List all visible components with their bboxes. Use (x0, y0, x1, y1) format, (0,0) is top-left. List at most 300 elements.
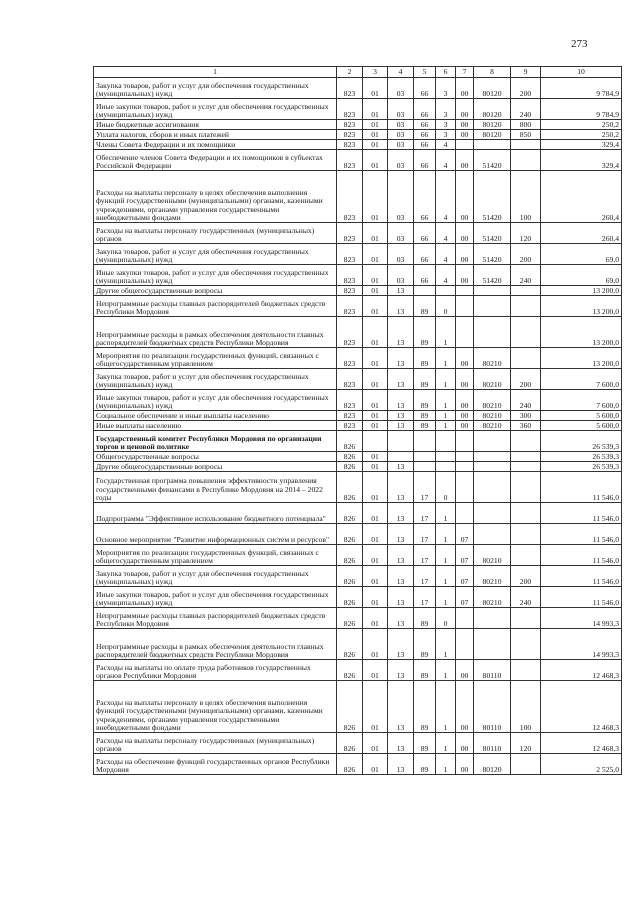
subprogram-code-cell: 1 (436, 681, 456, 733)
subsection-code-cell: 03 (388, 78, 414, 99)
table-row (94, 130, 622, 140)
expense-type-cell (511, 660, 541, 681)
item-name-cell: Государственный комитет Республики Мордовия по организации торгов и ценовой политике (94, 431, 337, 452)
section-code-cell: 01 (363, 462, 388, 472)
section-code-cell: 01 (363, 566, 388, 587)
program-code-cell: 17 (414, 566, 436, 587)
ministry-code-cell: 826 (337, 431, 363, 452)
direction-code-cell (474, 608, 511, 629)
subsection-code-cell (388, 431, 414, 452)
page-number: 273 (571, 38, 588, 50)
table-row (94, 171, 622, 223)
measure-code-cell: 00 (456, 369, 474, 390)
ministry-code-cell: 826 (337, 629, 363, 660)
subprogram-code-cell: 1 (436, 754, 456, 775)
item-name-cell: Мероприятия по реализации государственных функций, связанных с общегосударственным управлением (94, 348, 337, 369)
subsection-code-cell: 03 (388, 140, 414, 150)
direction-code-cell (474, 629, 511, 660)
direction-code-cell: 51420 (474, 244, 511, 265)
ministry-code-cell: 823 (337, 369, 363, 390)
subsection-code-cell: 03 (388, 99, 414, 120)
expense-type-cell (511, 462, 541, 472)
expense-type-cell: 100 (511, 171, 541, 223)
table-row (94, 503, 622, 524)
program-code-cell: 89 (414, 733, 436, 754)
subsection-code-cell: 13 (388, 286, 414, 296)
item-name-cell: Иные бюджетные ассигнования (94, 120, 337, 130)
budget-table (93, 66, 622, 775)
program-code-cell (414, 462, 436, 472)
table-row (94, 317, 622, 348)
subprogram-code-cell (436, 286, 456, 296)
program-code-cell: 66 (414, 130, 436, 140)
section-code-cell: 01 (363, 524, 388, 545)
subprogram-code-cell: 0 (436, 296, 456, 317)
direction-code-cell (474, 431, 511, 452)
direction-code-cell: 80210 (474, 421, 511, 431)
header-cell: 3 (363, 67, 388, 78)
program-code-cell: 66 (414, 265, 436, 286)
amount-cell: 12 468,3 (541, 681, 622, 733)
section-code-cell: 01 (363, 421, 388, 431)
direction-code-cell (474, 524, 511, 545)
section-code-cell: 01 (363, 503, 388, 524)
table-body (94, 78, 622, 775)
table-row (94, 462, 622, 472)
amount-cell: 329,4 (541, 150, 622, 171)
measure-code-cell (456, 452, 474, 462)
direction-code-cell: 80210 (474, 369, 511, 390)
direction-code-cell: 80120 (474, 754, 511, 775)
measure-code-cell (456, 140, 474, 150)
program-code-cell (414, 452, 436, 462)
ministry-code-cell: 826 (337, 733, 363, 754)
measure-code-cell: 00 (456, 265, 474, 286)
direction-code-cell (474, 140, 511, 150)
header-cell: 10 (541, 67, 622, 78)
item-name-cell: Расходы на выплаты по оплате труда работников государственных органов Республики Мордовия (94, 660, 337, 681)
amount-cell: 11 546,0 (541, 472, 622, 503)
measure-code-cell (456, 629, 474, 660)
amount-cell: 13 200,0 (541, 296, 622, 317)
section-code-cell: 01 (363, 265, 388, 286)
measure-code-cell: 00 (456, 171, 474, 223)
section-code-cell: 01 (363, 452, 388, 462)
measure-code-cell: 00 (456, 150, 474, 171)
table-row (94, 78, 622, 99)
table-row (94, 140, 622, 150)
amount-cell: 26 539,3 (541, 462, 622, 472)
direction-code-cell: 51420 (474, 265, 511, 286)
amount-cell: 11 546,0 (541, 566, 622, 587)
section-code-cell: 01 (363, 171, 388, 223)
amount-cell: 11 546,0 (541, 524, 622, 545)
item-name-cell: Иные выплаты населению (94, 421, 337, 431)
item-name-cell: Закупка товаров, работ и услуг для обеспечения государственных (муниципальных) нужд (94, 566, 337, 587)
program-code-cell: 89 (414, 754, 436, 775)
measure-code-cell: 07 (456, 587, 474, 608)
measure-code-cell: 00 (456, 754, 474, 775)
section-code-cell: 01 (363, 78, 388, 99)
table-row (94, 660, 622, 681)
item-name-cell: Закупка товаров, работ и услуг для обеспечения государственных (муниципальных) нужд (94, 78, 337, 99)
program-code-cell: 89 (414, 629, 436, 660)
direction-code-cell: 80210 (474, 348, 511, 369)
subsection-code-cell: 03 (388, 223, 414, 244)
subsection-code-cell: 13 (388, 524, 414, 545)
item-name-cell: Другие общегосударственные вопросы (94, 462, 337, 472)
direction-code-cell: 80120 (474, 130, 511, 140)
measure-code-cell: 00 (456, 348, 474, 369)
measure-code-cell: 00 (456, 421, 474, 431)
program-code-cell (414, 431, 436, 452)
expense-type-cell (511, 629, 541, 660)
item-name-cell: Основное мероприятие "Развитие информационных систем и ресурсов" (94, 524, 337, 545)
subprogram-code-cell: 0 (436, 472, 456, 503)
ministry-code-cell: 823 (337, 244, 363, 265)
expense-type-cell (511, 545, 541, 566)
program-code-cell: 66 (414, 78, 436, 99)
table-row (94, 754, 622, 775)
ministry-code-cell: 823 (337, 171, 363, 223)
section-code-cell: 01 (363, 99, 388, 120)
subsection-code-cell: 03 (388, 130, 414, 140)
table-row (94, 390, 622, 411)
expense-type-cell (511, 452, 541, 462)
ministry-code-cell: 823 (337, 120, 363, 130)
table-row (94, 472, 622, 503)
item-name-cell: Расходы на выплаты персоналу в целях обеспечения выполнения функций государственными (муниципальными) органами, казенными учреждениями, органами управления государственными внебюджетными фондами (94, 171, 337, 223)
measure-code-cell: 00 (456, 411, 474, 421)
expense-type-cell (511, 754, 541, 775)
table-row (94, 733, 622, 754)
program-code-cell: 89 (414, 317, 436, 348)
measure-code-cell (456, 472, 474, 503)
program-code-cell: 89 (414, 348, 436, 369)
measure-code-cell: 00 (456, 99, 474, 120)
ministry-code-cell: 823 (337, 411, 363, 421)
item-name-cell: Расходы на выплаты персоналу государственных (муниципальных) органов (94, 223, 337, 244)
amount-cell: 13 200,0 (541, 317, 622, 348)
amount-cell: 9 784,9 (541, 78, 622, 99)
section-code-cell: 01 (363, 296, 388, 317)
expense-type-cell: 200 (511, 244, 541, 265)
direction-code-cell: 51420 (474, 223, 511, 244)
expense-type-cell: 240 (511, 99, 541, 120)
table-row (94, 421, 622, 431)
item-name-cell: Иные закупки товаров, работ и услуг для обеспечения государственных (муниципальных) нужд (94, 265, 337, 286)
section-code-cell: 01 (363, 411, 388, 421)
direction-code-cell: 80120 (474, 120, 511, 130)
program-code-cell: 89 (414, 421, 436, 431)
ministry-code-cell: 826 (337, 566, 363, 587)
expense-type-cell: 240 (511, 265, 541, 286)
ministry-code-cell: 826 (337, 587, 363, 608)
item-name-cell: Иные закупки товаров, работ и услуг для обеспечения государственных (муниципальных) нужд (94, 99, 337, 120)
header-cell: 6 (436, 67, 456, 78)
direction-code-cell (474, 286, 511, 296)
section-code-cell: 01 (363, 286, 388, 296)
table-row (94, 150, 622, 171)
ministry-code-cell: 823 (337, 99, 363, 120)
expense-type-cell (511, 348, 541, 369)
ministry-code-cell: 826 (337, 472, 363, 503)
measure-code-cell: 00 (456, 130, 474, 140)
header-cell: 2 (337, 67, 363, 78)
direction-code-cell: 80120 (474, 99, 511, 120)
amount-cell: 7 600,0 (541, 390, 622, 411)
expense-type-cell: 100 (511, 681, 541, 733)
section-code-cell: 01 (363, 733, 388, 754)
item-name-cell: Подпрограмма "Эффективное использование бюджетного потенциала" (94, 503, 337, 524)
subprogram-code-cell: 3 (436, 130, 456, 140)
section-code-cell: 01 (363, 390, 388, 411)
subsection-code-cell: 03 (388, 120, 414, 130)
ministry-code-cell: 826 (337, 660, 363, 681)
table-row (94, 244, 622, 265)
subsection-code-cell: 13 (388, 462, 414, 472)
program-code-cell: 66 (414, 223, 436, 244)
expense-type-cell: 240 (511, 390, 541, 411)
expense-type-cell (511, 140, 541, 150)
subsection-code-cell: 13 (388, 566, 414, 587)
measure-code-cell: 00 (456, 120, 474, 130)
subsection-code-cell: 03 (388, 171, 414, 223)
measure-code-cell: 07 (456, 524, 474, 545)
amount-cell: 69,0 (541, 265, 622, 286)
amount-cell: 9 784,9 (541, 99, 622, 120)
table-row (94, 566, 622, 587)
subprogram-code-cell: 1 (436, 629, 456, 660)
section-code-cell: 01 (363, 244, 388, 265)
item-name-cell: Закупка товаров, работ и услуг для обеспечения государственных (муниципальных) нужд (94, 244, 337, 265)
measure-code-cell (456, 317, 474, 348)
program-code-cell: 66 (414, 120, 436, 130)
subprogram-code-cell: 1 (436, 421, 456, 431)
amount-cell: 250,2 (541, 120, 622, 130)
table-row (94, 608, 622, 629)
ministry-code-cell: 826 (337, 524, 363, 545)
measure-code-cell: 00 (456, 390, 474, 411)
amount-cell: 260,4 (541, 171, 622, 223)
table-row (94, 587, 622, 608)
subsection-code-cell: 13 (388, 411, 414, 421)
subprogram-code-cell: 3 (436, 120, 456, 130)
measure-code-cell: 00 (456, 733, 474, 754)
direction-code-cell: 80110 (474, 660, 511, 681)
subprogram-code-cell: 1 (436, 390, 456, 411)
header-cell: 7 (456, 67, 474, 78)
subprogram-code-cell: 1 (436, 524, 456, 545)
expense-type-cell: 800 (511, 120, 541, 130)
measure-code-cell: 00 (456, 78, 474, 99)
expense-type-cell (511, 472, 541, 503)
amount-cell: 5 600,0 (541, 411, 622, 421)
section-code-cell: 01 (363, 472, 388, 503)
header-cell: 9 (511, 67, 541, 78)
amount-cell: 69,0 (541, 244, 622, 265)
amount-cell: 12 468,3 (541, 733, 622, 754)
measure-code-cell (456, 296, 474, 317)
item-name-cell: Непрограммные расходы в рамках обеспечения деятельности главных распорядителей бюджетных средств Республики Мордовия (94, 317, 337, 348)
amount-cell: 26 539,3 (541, 452, 622, 462)
program-code-cell: 17 (414, 472, 436, 503)
amount-cell: 11 546,0 (541, 587, 622, 608)
subsection-code-cell: 13 (388, 503, 414, 524)
item-name-cell: Расходы на обеспечение функций государственных органов Республики Мордовия (94, 754, 337, 775)
subprogram-code-cell: 4 (436, 223, 456, 244)
item-name-cell: Обеспечение членов Совета Федерации и их помощников в субъектах Российской Федерации (94, 150, 337, 171)
subprogram-code-cell: 1 (436, 733, 456, 754)
subprogram-code-cell: 1 (436, 348, 456, 369)
item-name-cell: Закупка товаров, работ и услуг для обеспечения государственных (муниципальных) нужд (94, 369, 337, 390)
table-row (94, 265, 622, 286)
ministry-code-cell: 826 (337, 462, 363, 472)
measure-code-cell: 00 (456, 681, 474, 733)
subprogram-code-cell: 1 (436, 503, 456, 524)
section-code-cell: 01 (363, 545, 388, 566)
amount-cell: 11 546,0 (541, 545, 622, 566)
subsection-code-cell: 13 (388, 587, 414, 608)
subprogram-code-cell: 4 (436, 171, 456, 223)
table-row (94, 411, 622, 421)
item-name-cell: Мероприятия по реализации государственных функций, связанных с общегосударственным управлением (94, 545, 337, 566)
amount-cell: 13 200,0 (541, 348, 622, 369)
subsection-code-cell: 03 (388, 244, 414, 265)
item-name-cell: Государственная программа повышения эффективности управления государственными финансами в Республике Мордовия на 2014 – 2022 годы (94, 472, 337, 503)
item-name-cell: Иные закупки товаров, работ и услуг для обеспечения государственных (муниципальных) нужд (94, 587, 337, 608)
subprogram-code-cell: 1 (436, 587, 456, 608)
table-row (94, 120, 622, 130)
table-row (94, 223, 622, 244)
header-cell: 8 (474, 67, 511, 78)
subprogram-code-cell (436, 462, 456, 472)
ministry-code-cell: 826 (337, 681, 363, 733)
subsection-code-cell: 13 (388, 608, 414, 629)
subprogram-code-cell: 4 (436, 140, 456, 150)
program-code-cell: 89 (414, 608, 436, 629)
expense-type-cell: 240 (511, 587, 541, 608)
direction-code-cell: 80210 (474, 566, 511, 587)
ministry-code-cell: 823 (337, 265, 363, 286)
ministry-code-cell: 823 (337, 130, 363, 140)
table-row (94, 681, 622, 733)
table-row (94, 629, 622, 660)
table-row (94, 452, 622, 462)
subsection-code-cell: 13 (388, 317, 414, 348)
program-code-cell: 66 (414, 171, 436, 223)
section-code-cell: 01 (363, 629, 388, 660)
direction-code-cell (474, 503, 511, 524)
section-code-cell: 01 (363, 369, 388, 390)
measure-code-cell: 07 (456, 566, 474, 587)
expense-type-cell (511, 150, 541, 171)
direction-code-cell: 80210 (474, 390, 511, 411)
subprogram-code-cell: 3 (436, 99, 456, 120)
subsection-code-cell: 13 (388, 629, 414, 660)
amount-cell: 11 546,0 (541, 503, 622, 524)
subprogram-code-cell: 1 (436, 411, 456, 421)
ministry-code-cell: 826 (337, 503, 363, 524)
expense-type-cell: 300 (511, 411, 541, 421)
section-code-cell: 01 (363, 660, 388, 681)
direction-code-cell (474, 296, 511, 317)
program-code-cell: 17 (414, 524, 436, 545)
subprogram-code-cell (436, 452, 456, 462)
item-name-cell: Общегосударственные вопросы (94, 452, 337, 462)
amount-cell: 26 539,3 (541, 431, 622, 452)
item-name-cell: Уплата налогов, сборов и иных платежей (94, 130, 337, 140)
table-row (94, 348, 622, 369)
measure-code-cell (456, 462, 474, 472)
item-name-cell: Расходы на выплаты персоналу в целях обеспечения выполнения функций государственными (муниципальными) органами, казенными учреждениями, органами управления государственными внебюджетными фондами (94, 681, 337, 733)
expense-type-cell (511, 296, 541, 317)
direction-code-cell (474, 472, 511, 503)
item-name-cell: Непрограммные расходы главных распорядителей бюджетных средств Республики Мордовия (94, 296, 337, 317)
item-name-cell: Иные закупки товаров, работ и услуг для обеспечения государственных (муниципальных) нужд (94, 390, 337, 411)
measure-code-cell: 07 (456, 545, 474, 566)
subsection-code-cell: 13 (388, 421, 414, 431)
program-code-cell: 17 (414, 545, 436, 566)
direction-code-cell: 80110 (474, 681, 511, 733)
amount-cell: 250,2 (541, 130, 622, 140)
program-code-cell: 89 (414, 681, 436, 733)
subsection-code-cell: 03 (388, 265, 414, 286)
amount-cell: 2 525,0 (541, 754, 622, 775)
table-row (94, 431, 622, 452)
ministry-code-cell: 823 (337, 296, 363, 317)
subsection-code-cell: 13 (388, 681, 414, 733)
expense-type-cell: 850 (511, 130, 541, 140)
subsection-code-cell: 13 (388, 390, 414, 411)
subprogram-code-cell: 1 (436, 660, 456, 681)
subprogram-code-cell: 1 (436, 566, 456, 587)
subsection-code-cell: 03 (388, 150, 414, 171)
subprogram-code-cell: 3 (436, 78, 456, 99)
section-code-cell: 01 (363, 150, 388, 171)
item-name-cell: Социальное обеспечение и иные выплаты населению (94, 411, 337, 421)
section-code-cell: 01 (363, 223, 388, 244)
subprogram-code-cell: 4 (436, 150, 456, 171)
program-code-cell: 66 (414, 150, 436, 171)
amount-cell: 13 200,0 (541, 286, 622, 296)
item-name-cell: Непрограммные расходы главных распорядителей бюджетных средств Республики Мордовия (94, 608, 337, 629)
ministry-code-cell: 823 (337, 390, 363, 411)
subsection-code-cell: 13 (388, 733, 414, 754)
section-code-cell: 01 (363, 608, 388, 629)
subprogram-code-cell (436, 431, 456, 452)
amount-cell: 5 600,0 (541, 421, 622, 431)
expense-type-cell (511, 608, 541, 629)
program-code-cell: 66 (414, 140, 436, 150)
expense-type-cell: 200 (511, 78, 541, 99)
subsection-code-cell: 13 (388, 660, 414, 681)
ministry-code-cell: 826 (337, 608, 363, 629)
subsection-code-cell: 13 (388, 348, 414, 369)
ministry-code-cell: 823 (337, 223, 363, 244)
ministry-code-cell: 823 (337, 286, 363, 296)
table-row (94, 369, 622, 390)
expense-type-cell: 200 (511, 369, 541, 390)
subprogram-code-cell: 4 (436, 265, 456, 286)
direction-code-cell: 80210 (474, 545, 511, 566)
amount-cell: 14 993,3 (541, 608, 622, 629)
ministry-code-cell: 826 (337, 545, 363, 566)
expense-type-cell: 120 (511, 733, 541, 754)
section-code-cell: 01 (363, 130, 388, 140)
section-code-cell: 01 (363, 587, 388, 608)
subprogram-code-cell: 1 (436, 317, 456, 348)
